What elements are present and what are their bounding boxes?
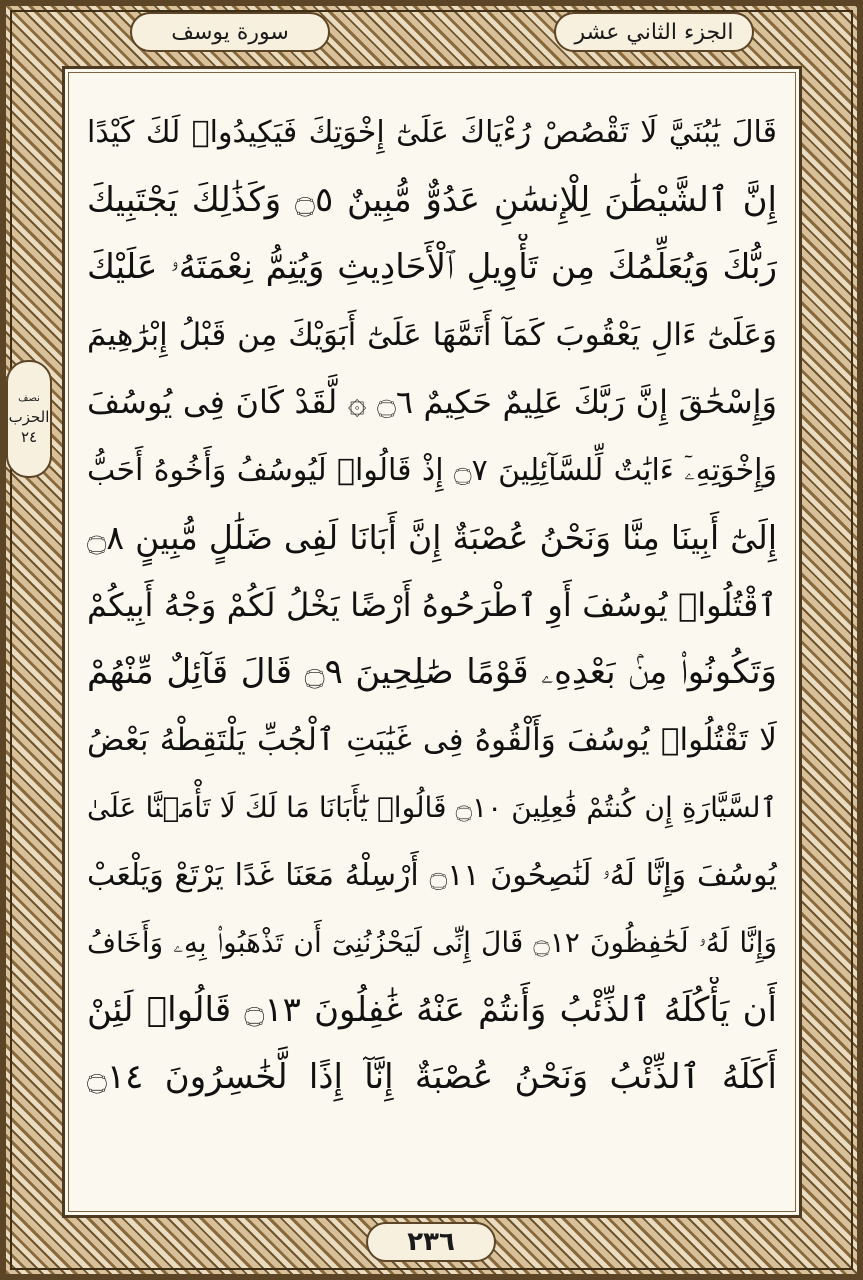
page-header (14, 8, 849, 58)
text-line-9: وَتَكُونُوا۟ مِنۢ بَعْدِهِۦ قَوْمًا صَٰلِحِينَ ۝٩ قَالَ قَآئِلٌ مِّنْهُمْ (87, 652, 777, 692)
text-line-8: ٱقْتُلُوا۟ يُوسُفَ أَوِ ٱطْرَحُوهُ أَرْضًا يَخْلُ لَكُمْ وَجْهُ أَبِيكُمْ (87, 585, 777, 624)
text-line-2: إِنَّ ٱلشَّيْطَٰنَ لِلْإِنسَٰنِ عَدُوٌّ مُّبِينٌ ۝٥ وَكَذَٰلِكَ يَجْتَبِيكَ (87, 179, 777, 220)
text-line-13: وَإِنَّا لَهُۥ لَحَٰفِظُونَ ۝١٢ قَالَ إِنِّى لَيَحْزُنُنِىٓ أَن تَذْهَبُوا۟ بِهِۦ وَأَخَافُ (87, 926, 777, 959)
text-line-15: أَكَلَهُ ٱلذِّئْبُ وَنَحْنُ عُصْبَةٌ إِنَّآ إِذًا لَّخَٰسِرُونَ ۝١٤ (87, 1057, 777, 1097)
hizb-label: الحزب (8, 407, 50, 426)
text-line-5: وَإِسْحَٰقَ إِنَّ رَبَّكَ عَلِيمٌ حَكِيمٌ ۝٦ ۞ لَّقَدْ كَانَ فِى يُوسُفَ (87, 383, 777, 421)
verse-lines (87, 99, 777, 1112)
text-line-14: أَن يَأْكُلَهُ ٱلذِّئْبُ وَأَنتُمْ عَنْهُ غَٰفِلُونَ ۝١٣ قَالُوا۟ لَئِنْ (87, 989, 777, 1030)
text-line-12: يُوسُفَ وَإِنَّا لَهُۥ لَنَٰصِحُونَ ۝١١ أَرْسِلْهُ مَعَنَا غَدًا يَرْتَعْ وَيَلْعَبْ (87, 857, 777, 893)
text-line-4: وَعَلَىٰٓ ءَالِ يَعْقُوبَ كَمَآ أَتَمَّهَا عَلَىٰٓ أَبَوَيْكَ مِن قَبْلُ إِبْرَٰهِيمَ (87, 316, 777, 353)
hizb-fraction: نصف (18, 392, 40, 404)
text-line-6: وَإِخْوَتِهِۦٓ ءَايَٰتٌ لِّلسَّآئِلِينَ ۝٧ إِذْ قَالُوا۟ لَيُوسُفُ وَأَخُوهُ أَحَبُّ (87, 452, 777, 488)
page-number: ٢٣٦ (366, 1222, 496, 1262)
hizb-marker (6, 360, 52, 478)
hizb-number: ٢٤ (20, 427, 38, 446)
text-line-3: رَبُّكَ وَيُعَلِّمُكَ مِن تَأْوِيلِ ٱلْأَحَادِيثِ وَيُتِمُّ نِعْمَتَهُۥ عَلَيْكَ (87, 247, 777, 287)
text-line-10: لَا تَقْتُلُوا۟ يُوسُفَ وَأَلْقُوهُ فِى غَيَٰبَتِ ٱلْجُبِّ يَلْتَقِطْهُ بَعْضُ (87, 721, 777, 758)
text-line-11: ٱلسَّيَّارَةِ إِن كُنتُمْ فَٰعِلِينَ ۝١٠ قَالُوا۟ يَٰٓأَبَانَا مَا لَكَ لَا تَأْمَ۫نَّا عَلَىٰ (87, 791, 777, 824)
juz-title: الجزء الثاني عشر (554, 12, 754, 52)
surah-title: سورة يوسف (130, 12, 330, 52)
text-line-7: إِلَىٰٓ أَبِينَا مِنَّا وَنَحْنُ عُصْبَةٌ إِنَّ أَبَانَا لَفِى ضَلَٰلٍ مُّبِينٍ ۝٨ (87, 518, 777, 557)
text-panel (62, 66, 802, 1218)
text-line-1: قَالَ يَٰبُنَيَّ لَا تَقْصُصْ رُءْيَاكَ عَلَىٰٓ إِخْوَتِكَ فَيَكِيدُوا۟ لَكَ كَيْدًا (87, 115, 777, 150)
